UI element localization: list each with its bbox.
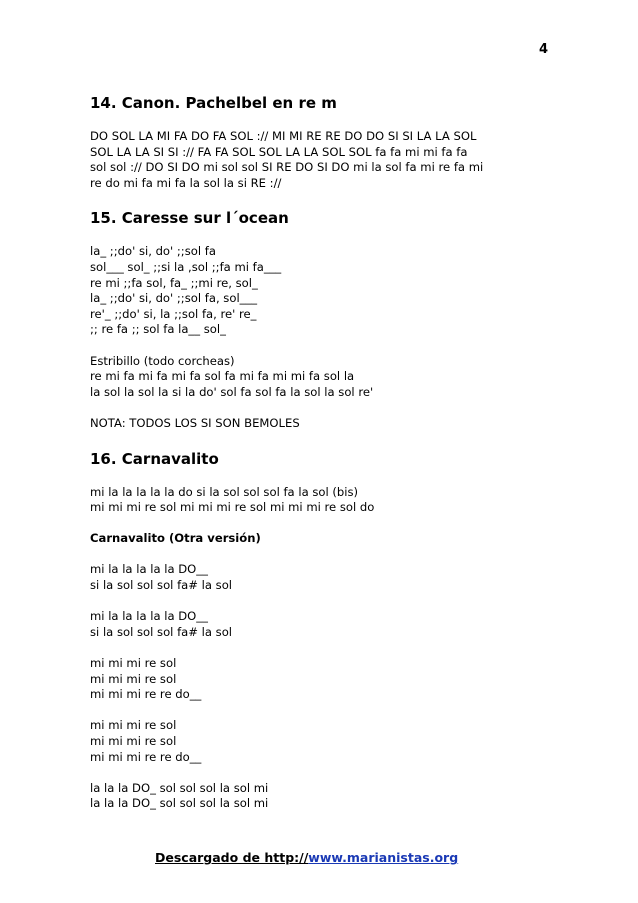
text-line: mi mi mi re sol	[90, 656, 177, 671]
text-line: Estribillo (todo corcheas)	[90, 353, 235, 368]
footer-link[interactable]: www.marianistas.org	[308, 850, 459, 865]
section-title: 15. Caresse sur l´ocean	[90, 209, 289, 228]
text-line: mi mi mi re sol	[90, 734, 177, 748]
text-line: la_ ;;do' si, do' ;;sol fa, sol___	[90, 291, 258, 306]
text-line: mi mi mi re sol mi mi mi re sol mi mi mi re sol do	[90, 500, 375, 515]
text-line: si la sol sol sol fa# la sol	[90, 578, 233, 593]
page-number: 4	[538, 42, 548, 57]
document-body	[90, 94, 560, 812]
footer-prefix: Descargado de http://	[155, 850, 309, 865]
text-line: la la la DO_ sol sol sol la sol mi	[90, 780, 269, 795]
text-line: NOTA: TODOS LOS SI SON BEMOLES	[90, 415, 300, 430]
text-line: mi mi mi re re do__	[90, 749, 202, 764]
text-line: la_ ;;do' si, do' ;;sol fa	[90, 244, 216, 259]
text-line: mi mi mi re sol	[90, 718, 177, 733]
text-line: la la la DO_ sol sol sol la sol mi	[90, 796, 269, 811]
text-line: re mi fa mi fa mi fa sol fa mi fa mi mi fa sol la	[90, 369, 355, 384]
section-title: 16. Carnavalito	[90, 449, 219, 468]
text-line: sol___ sol_ ;;si la ,sol ;;fa mi fa___	[90, 259, 282, 274]
text-line: mi mi mi re re do__	[90, 687, 202, 702]
text-line: si la sol sol sol fa# la sol	[90, 624, 233, 639]
text-line: mi la la la la la DO__	[90, 609, 208, 624]
text-line: mi la la la la la DO__	[90, 562, 208, 577]
text-line: DO SOL LA MI FA DO FA SOL :// MI MI RE RE DO DO SI SI LA LA SOL	[90, 129, 477, 143]
text-line: re'_ ;;do' si, la ;;sol fa, re' re_	[90, 306, 257, 321]
text-line: sol sol :// DO SI DO mi sol sol SI RE DO SI DO mi la sol fa mi re fa mi	[90, 160, 484, 175]
text-line: mi la la la la la do si la sol sol sol fa la sol (bis)	[90, 484, 359, 499]
section-body	[90, 485, 560, 812]
text-line: SOL LA LA SI SI :// FA FA SOL SOL LA LA SOL SOL fa fa mi mi fa fa	[90, 144, 468, 159]
footer	[155, 850, 458, 865]
section-title: 14. Canon. Pachelbel en re m	[90, 94, 337, 112]
text-line: la sol la sol la si la do' sol fa sol fa la sol la sol re'	[90, 384, 374, 399]
section-body	[90, 244, 560, 431]
section-body	[90, 129, 560, 191]
subsection-title: Carnavalito (Otra versión)	[90, 531, 261, 546]
text-line: mi mi mi re sol	[90, 671, 177, 686]
text-line: re do mi fa mi fa la sol la si RE ://	[90, 175, 282, 190]
text-line: ;; re fa ;; sol fa la__ sol_	[90, 322, 226, 337]
text-line: re mi ;;fa sol, fa_ ;;mi re, sol_	[90, 275, 258, 290]
